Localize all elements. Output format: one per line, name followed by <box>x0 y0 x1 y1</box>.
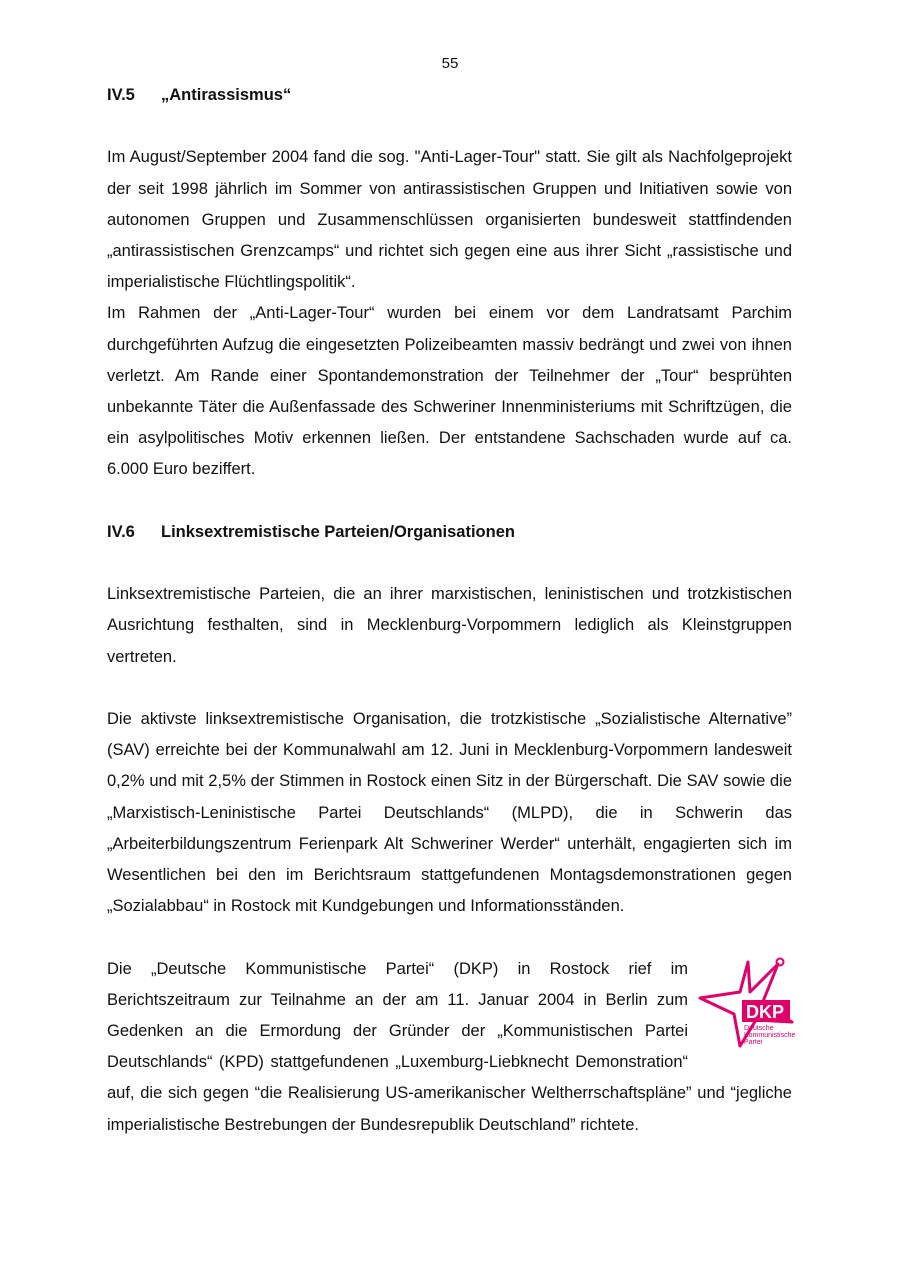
dkp-logo-subtitle: Kommunistische <box>744 1031 796 1039</box>
section-title: „Antirassismus“ <box>161 86 292 104</box>
paragraph: Linksextremistische Parteien, die an ihrer marxistischen, leninistischen und trotzkistischen Ausrichtung festhalten, sind in Mecklenburg-Vorpommern lediglich als Kleinstgruppen vertreten. <box>107 585 792 666</box>
section-heading-iv6 <box>107 517 792 548</box>
section-number: IV.5 <box>107 86 135 104</box>
dkp-logo-subtitle: Deutsche <box>744 1024 774 1032</box>
dkp-logo <box>698 956 796 1048</box>
dkp-logo-text: DKP <box>746 1001 785 1022</box>
dkp-logo-subtitle: Partei <box>744 1038 763 1046</box>
page-body <box>107 80 796 1141</box>
paragraph: Im August/September 2004 fand die sog. "Anti-Lager-Tour" statt. Sie gilt als Nachfolgeprojekt der seit 1998 jährlich im Sommer von antirassistischen Gruppen und Initiativen sowie von autonomen Gruppen und Zusammenschlüssen organisierten bundesweit stattfindenden „antirassistischen Grenzcamps“ und richtet sich gegen eine aus ihrer Sicht „rassistische und imperialistische Flüchtlingspolitik“. <box>107 148 792 292</box>
paragraph: Im Rahmen der „Anti-Lager-Tour“ wurden bei einem vor dem Landratsamt Parchim durchgeführten Aufzug die eingesetzten Polizeibeamten massiv bedrängt und zwei von ihnen verletzt. Am Rande einer Spontandemonstration der Teilnehmer der „Tour“ besprühten unbekannte Täter die Außenfassade des Schweriner Innenministeriums mit Schriftzügen, die ein asylpolitisches Motiv erkennen ließen. Der entstandene Sachschaden wurde auf ca. 6.000 Euro beziffert. <box>107 304 792 479</box>
section-title: Linksextremistische Parteien/Organisationen <box>161 522 515 541</box>
dkp-paragraph-block <box>107 954 796 1141</box>
page-number: 55 <box>441 55 459 72</box>
dkp-star-tip-icon <box>777 958 784 965</box>
section-heading-iv5 <box>107 80 792 111</box>
paragraph: Die aktivste linksextremistische Organisation, die trotzkistische „Sozialistische Alternative” (SAV) erreichte bei der Kommunalwahl am 12. Juni in Mecklenburg-Vorpommern landesweit 0,2% und mit 2,5% der Stimmen in Rostock einen Sitz in der Bürgerschaft. Die SAV sowie die „Marxistisch-Leninistische Partei Deutschlands“ (MLPD), die in Schwerin das „Arbeiterbildungszentrum Ferienpark Alt Schweriner Werder“ unterhält, engagierten sich im Wesentlichen bei den im Berichtsraum stattgefundenen Montagsdemonstrationen gegen „Sozialabbau“ in Rostock mit Kundgebungen und Informationsständen. <box>107 710 792 916</box>
paragraph: Die „Deutsche Kommunistische Partei“ (DKP) in Rostock rief im Berichtszeitraum zur Teilnahme an der am 11. Januar 2004 in Berlin zum Gedenken an die Ermordung der Gründer der „Kommunistischen Partei Deutschlands“ (KPD) stattgefundenen „Luxemburg-Liebknecht Demonstration“ auf, die sich gegen “die Realisierung US-amerikanischer Weltherrschaftspläne” und “jegliche imperialistische Bestrebungen der Bundesrepublik Deutschland” richtete. <box>107 959 792 1134</box>
section-number: IV.6 <box>107 522 135 541</box>
